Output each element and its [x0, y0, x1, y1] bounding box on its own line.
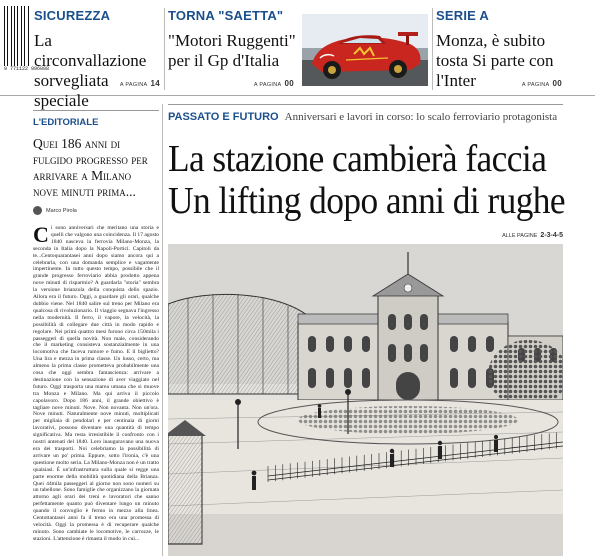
barcode-number: 9 771122 996008 [4, 66, 50, 72]
divider [164, 8, 165, 90]
teaser-serie-a[interactable] [436, 8, 564, 92]
main-headline-line2: Un lifting dopo anni di rughe [168, 180, 566, 222]
editorial-byline [33, 206, 159, 215]
editorial-kicker: L'EDITORIALE [33, 110, 159, 128]
teaser-headline: La circonvallazione sorvegliata speciale [34, 31, 147, 110]
dropcap: C [33, 222, 49, 247]
teaser-kicker: TORNA "SAETTA" [168, 8, 284, 23]
teaser-strip [0, 0, 595, 110]
teaser-page-ref: A PAGINA 00 [521, 79, 562, 88]
station-engraving[interactable] [168, 244, 563, 556]
race-car-photo[interactable] [302, 14, 428, 86]
pen-icon [33, 206, 42, 215]
station-illustration [168, 244, 563, 556]
main-kicker-bar [168, 104, 563, 123]
teaser-kicker: SICUREZZA [34, 8, 111, 23]
barcode-icon [4, 6, 30, 66]
editorial-column[interactable] [33, 110, 159, 556]
main-headline-line1: La stazione cambierà faccia [168, 138, 547, 180]
teaser-page-ref: A PAGINA 14 [119, 79, 160, 88]
teaser-headline: "Motori Ruggenti" per il Gp d'Italia [168, 31, 296, 70]
editorial-author: Marco Pirola [46, 207, 77, 214]
teaser-headline: Monza, è subito tosta Si parte con l'Inter [436, 31, 554, 90]
teaser-page-ref: A PAGINA 00 [253, 79, 294, 88]
main-subkicker: Anniversari e lavori in corso: lo scalo ferroviario protagonista [284, 111, 558, 123]
teaser-saetta[interactable] [168, 8, 296, 92]
editorial-headline: Quei 186 anni di fulgido progresso per arrivare a Milano nove minuti prima... [33, 136, 148, 199]
main-kicker: PASSATO E FUTURO [168, 111, 279, 123]
main-page-ref: ALLE PAGINE 2-3-4-5 [502, 232, 563, 239]
editorial-body [33, 222, 159, 543]
divider [432, 8, 433, 90]
teaser-kicker: SERIE A [436, 8, 489, 23]
column-divider [162, 104, 163, 556]
teaser-sicurezza[interactable] [34, 8, 162, 110]
race-car-illustration [302, 14, 428, 86]
main-story[interactable] [168, 104, 566, 239]
editorial-text: i sono anniversari che meritano una storia e quelli che valgono una coincidenza. Il 17 agosto 1840 nasceva la ferrovia Milano-Monza, la seconda in Italia dopo la Napoli-Portici. Capitoli da te...Centoquarantasei anni dopo siamo ancora qui a celebrarla, con una domanda semplice e vagamente impertinente. In tutto questo tempo, possibile che il grande progresso ferroviario abbia prodotto appena nove minuti di risparmio? A guardarla "storia" sembra la versione brianzola della conquista dello spazio. Allora era il futuro. Oggi, a guardare gli orari, qualche dubbio viene. Nel 1840 salire sul treno per Milano era qualcosa di rivoluzionario. Il viaggio segnava l'ingresso nella modernità. Il ferro, il vapore, la velocità, la possibilità di collegare due città in modo rapido e regolare. Nei primi quattro mesi furono circa 150mila i passeggeri di quella novità. Non male, considerando che il marketing consisteva sostanzialmente in una locomotiva che faceva rumore e fumo. E il biglietto? Una lira e mezza in prima classe. Un lusso, certo, ma almeno la prima classe prometteva probabilmente una cosa che oggi sembra fantascienza: arrivare a destinazione con la sensazione di aver viaggiato nel futuro. Oggi trasporta una marea umana che si muove tra Monza e Milano. Ma qui arriva il piccolo capolavoro. Dopo 186 anni, il grande obiettivo è tagliare nove minuti. Nove. Non novanta. Non un'ora. Nove minuti. Naturalmente nove minuti, moltiplicati per migliaia di pendolari e per centinaia di giorni lavorativi, possono diventare una quantità di tempo significativa. Ma resta irresistibile il confronto con i nostri antenati del 1840. Loro inauguravano una nuova era dei trasporti. Noi celebriamo la possibilità di arrivare un po' prima. Eppure, sotto l'ironia, c'è una questione molto seria. La Milano-Monza non è un tratto qualsiasi. È un'infrastruttura sulla quale si regge una parte enorme della mobilità quotidiana della Brianza. Quei 44mila passeggeri al giorno non sono numeri su un tabellone. Sono famiglie che organizzano la giornata attorno agli orari dei treni e lavoratori che sanno perfettamente quanto può diventare lungo un minuto quando il convoglio è fermo in mezzo alla linea. Centottantasei anni fa il treno era una promessa di velocità. Oggi la promessa è di recuperare qualche minuto. Sono cambiate le locomotive, le carrozze, le stazioni. L'attenzione è rimasta il modo in cui... [33, 225, 159, 542]
